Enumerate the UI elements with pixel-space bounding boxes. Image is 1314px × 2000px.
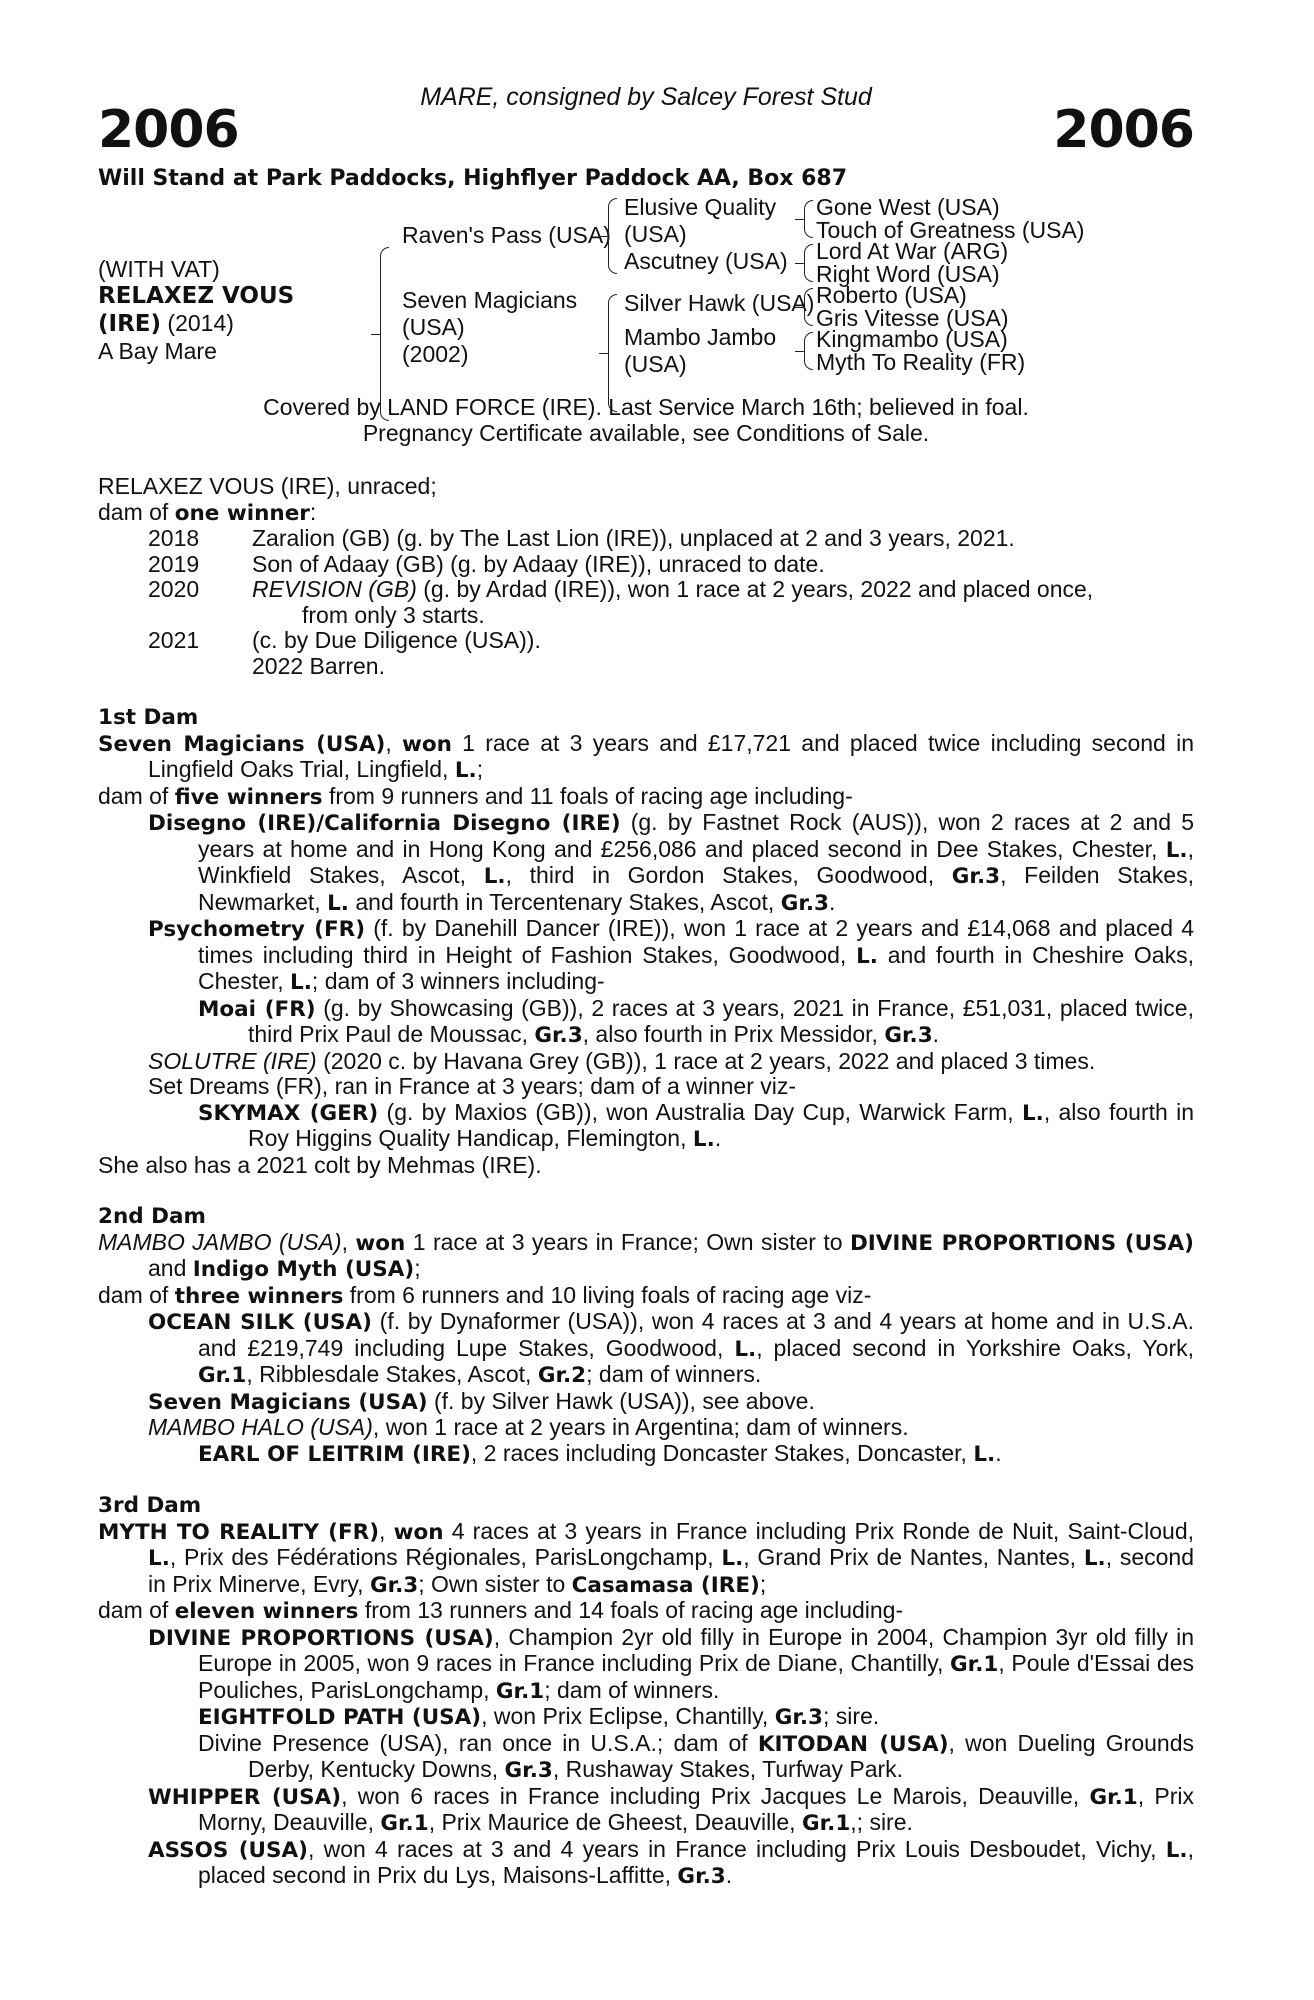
pedigree-ddd: Myth To Reality (FR) [816,349,1026,375]
third-dam-heading: 3rd Dam [98,1493,202,1518]
pedigree-brace-ds [804,288,813,326]
lot-identity [98,256,294,365]
vat-note: (WITH VAT) [98,256,220,282]
lot-foaling-year: (2014) [161,310,234,336]
catalogue-page [98,82,1194,1890]
pedigree-brace-ss [804,200,813,238]
pedigree-sds: Lord At War (ARG) [816,238,1009,264]
pedigree-dam-sire: Silver Hawk (USA) [624,290,815,316]
produce-row: 2021 (c. by Due Diligence (USA)). 2022 Barren. [148,627,541,679]
pedigree-ssd: Touch of Greatness (USA) [816,217,1085,243]
pedigree-dsd: Gris Vitesse (USA) [816,305,1009,331]
first-dam-section: Seven Magicians (USA), won 1 race at 3 years and £17,721 and placed twice including second in Lingfield Oaks Trial, Lingfield, L.; dam of five winners from 9 runners and 11 foals of racing age including- Disegno (IRE)/California Disegno (IRE) (g. by Fastnet Rock (AUS)), won 2 races at 2 and 5 years at home and in Hong Kong and £256,086 and placed second in Dee Stakes, Chester, L., Winkfield Stakes, Ascot, L., third in Gordon Stakes, Goodwood, Gr.3, Feilden Stakes, Newmarket, L. and fourth in Tercentenary Stakes, Ascot, Gr.3. Psychometry (FR) (f. by Danehill Dancer (IRE)), won 1 race at 2 years and £14,068 and placed 4 times including third in Height of Fashion Stakes, Goodwood, L. and fourth in Cheshire Oaks, Chester, L.; dam of 3 winners including- Moai (FR) (g. by Showcasing (GB)), 2 races at 3 years, 2021 in France, £51,031, placed twice, third Prix Paul de Moussac, Gr.3, also fourth in Prix Messidor, Gr.3. SOLUTRE (IRE) (2020 c. by Havana Grey (GB)), 1 race at 2 years, 2022 and placed 3 times. Set Dreams (FR), ran in France at 3 years; dam of a winner viz- SKYMAX (GER) (g. by Maxios (GB)), won Australia Day Cup, Warwick Farm, L., also fourth in Roy Higgins Quality Handicap, Flemington, L.. She also has a 2021 colt by Mehmas (IRE). [98,729,1195,1178]
third-dam-section: MYTH TO REALITY (FR), won 4 races at 3 years in France including Prix Ronde de Nuit, Saint-Cloud, L., Prix des Fédérations Régionales, ParisLongchamp, L., Grand Prix de Nantes, Nantes, L., second in Prix Minerve, Evry, Gr.3; Own sister to Casamasa (IRE); dam of eleven winners from 13 runners and 14 foals of racing age including- DIVINE PROPORTIONS (USA), Champion 2yr old filly in Europe in 2004, Champion 3yr old filly in Europe in 2005, won 9 races in France including Prix de Diane, Chantilly, Gr.1, Poule d'Essai des Pouliches, ParisLongchamp, Gr.1; dam of winners. EIGHTFOLD PATH (USA), won Prix Eclipse, Chantilly, Gr.3; sire. Divine Presence (USA), ran once in U.S.A.; dam of KITODAN (USA), won Dueling Grounds Derby, Kentucky Downs, Gr.3, Rushaway Stakes, Turfway Park. WHIPPER (USA), won 6 races in France including Prix Jacques Le Marois, Deauville, Gr.1, Prix Morny, Deauville, Gr.1, Prix Maurice de Gheest, Deauville, Gr.1,; sire. ASSOS (USA), won 4 races at 3 and 4 years in France including Prix Louis Desboudet, Vichy, L., placed second in Prix du Lys, Maisons-Laffitte, Gr.3. [98,1517,1195,1889]
produce-row: 2018 Zaralion (GB) (g. by The Last Lion (IRE)), unplaced at 2 and 3 years, 2021. [148,525,1015,551]
second-dam-heading: 2nd Dam [98,1204,206,1229]
stand-location: Will Stand at Park Paddocks, Highflyer Paddock AA, Box 687 [98,166,848,191]
pedigree-brace-sire [608,198,617,274]
produce-intro: RELAXEZ VOUS (IRE), unraced; [98,473,437,499]
pedigree-brace-sd [804,244,813,282]
pedigree-sss: Gone West (USA) [816,194,1000,220]
produce-record [98,474,1194,679]
pedigree-table [98,194,1194,426]
produce-row: 2019 Son of Adaay (GB) (g. by Adaay (IRE)), unraced to date. [148,550,825,577]
pedigree-brace-main [380,247,389,421]
second-dam-section: MAMBO JAMBO (USA), won 1 race at 3 years in France; Own sister to DIVINE PROPORTIONS (USA) and Indigo Myth (USA); dam of three winners from 6 runners and 10 living foals of racing age viz- OCEAN SILK (USA) (f. by Dynaformer (USA)), won 4 races at 3 and 4 years at home and in U.S.A. and £219,749 including Lupe Stakes, Goodwood, L., placed second in Yorkshire Oaks, York, Gr.1, Ribblesdale Stakes, Ascot, Gr.2; dam of winners. Seven Magicians (USA) (f. by Silver Hawk (USA)), see above. MAMBO HALO (USA), won 1 race at 2 years in Argentina; dam of winners. EARL OF LEITRIM (IRE), 2 races including Doncaster Stakes, Doncaster, L.. [98,1228,1194,1467]
lot-description: A Bay Mare [98,338,217,364]
pedigree-brace-dam [608,294,617,412]
pedigree-sdd: Right Word (USA) [816,261,1000,287]
covered-note: Covered by LAND FORCE (IRE). Last Service March 16th; believed in foal. Pregnancy Certificate available, see Conditions of Sale. [263,394,1029,446]
consignor-line: MARE, consigned by Salcey Forest Stud [420,83,872,111]
first-dam-heading: 1st Dam [98,705,199,730]
lot-name: RELAXEZ VOUS [98,283,295,309]
pedigree-brace-dd [804,332,813,370]
pedigree-sire-dam: Ascutney (USA) [624,248,788,274]
produce-dam-of: dam of one winner: [98,498,317,526]
lot-number-right: 2006 [1053,100,1194,160]
pedigree-dss: Roberto (USA) [816,282,967,308]
lot-name-country: (IRE) [98,311,162,337]
pedigree-sire-sire: Elusive Quality (USA) [624,194,777,247]
pedigree-dam-dam: Mambo Jambo (USA) [624,324,777,377]
pedigree-dam: Seven Magicians (USA) (2002) [402,287,578,367]
produce-row: 2020 REVISION (GB) (g. by Ardad (IRE)), won 1 race at 2 years, 2022 and placed once, from only 3 starts. [148,576,1094,628]
pedigree-sire: Raven's Pass (USA) [402,222,611,248]
pedigree-dds: Kingmambo (USA) [816,326,1008,352]
lot-number-left: 2006 [98,100,239,160]
